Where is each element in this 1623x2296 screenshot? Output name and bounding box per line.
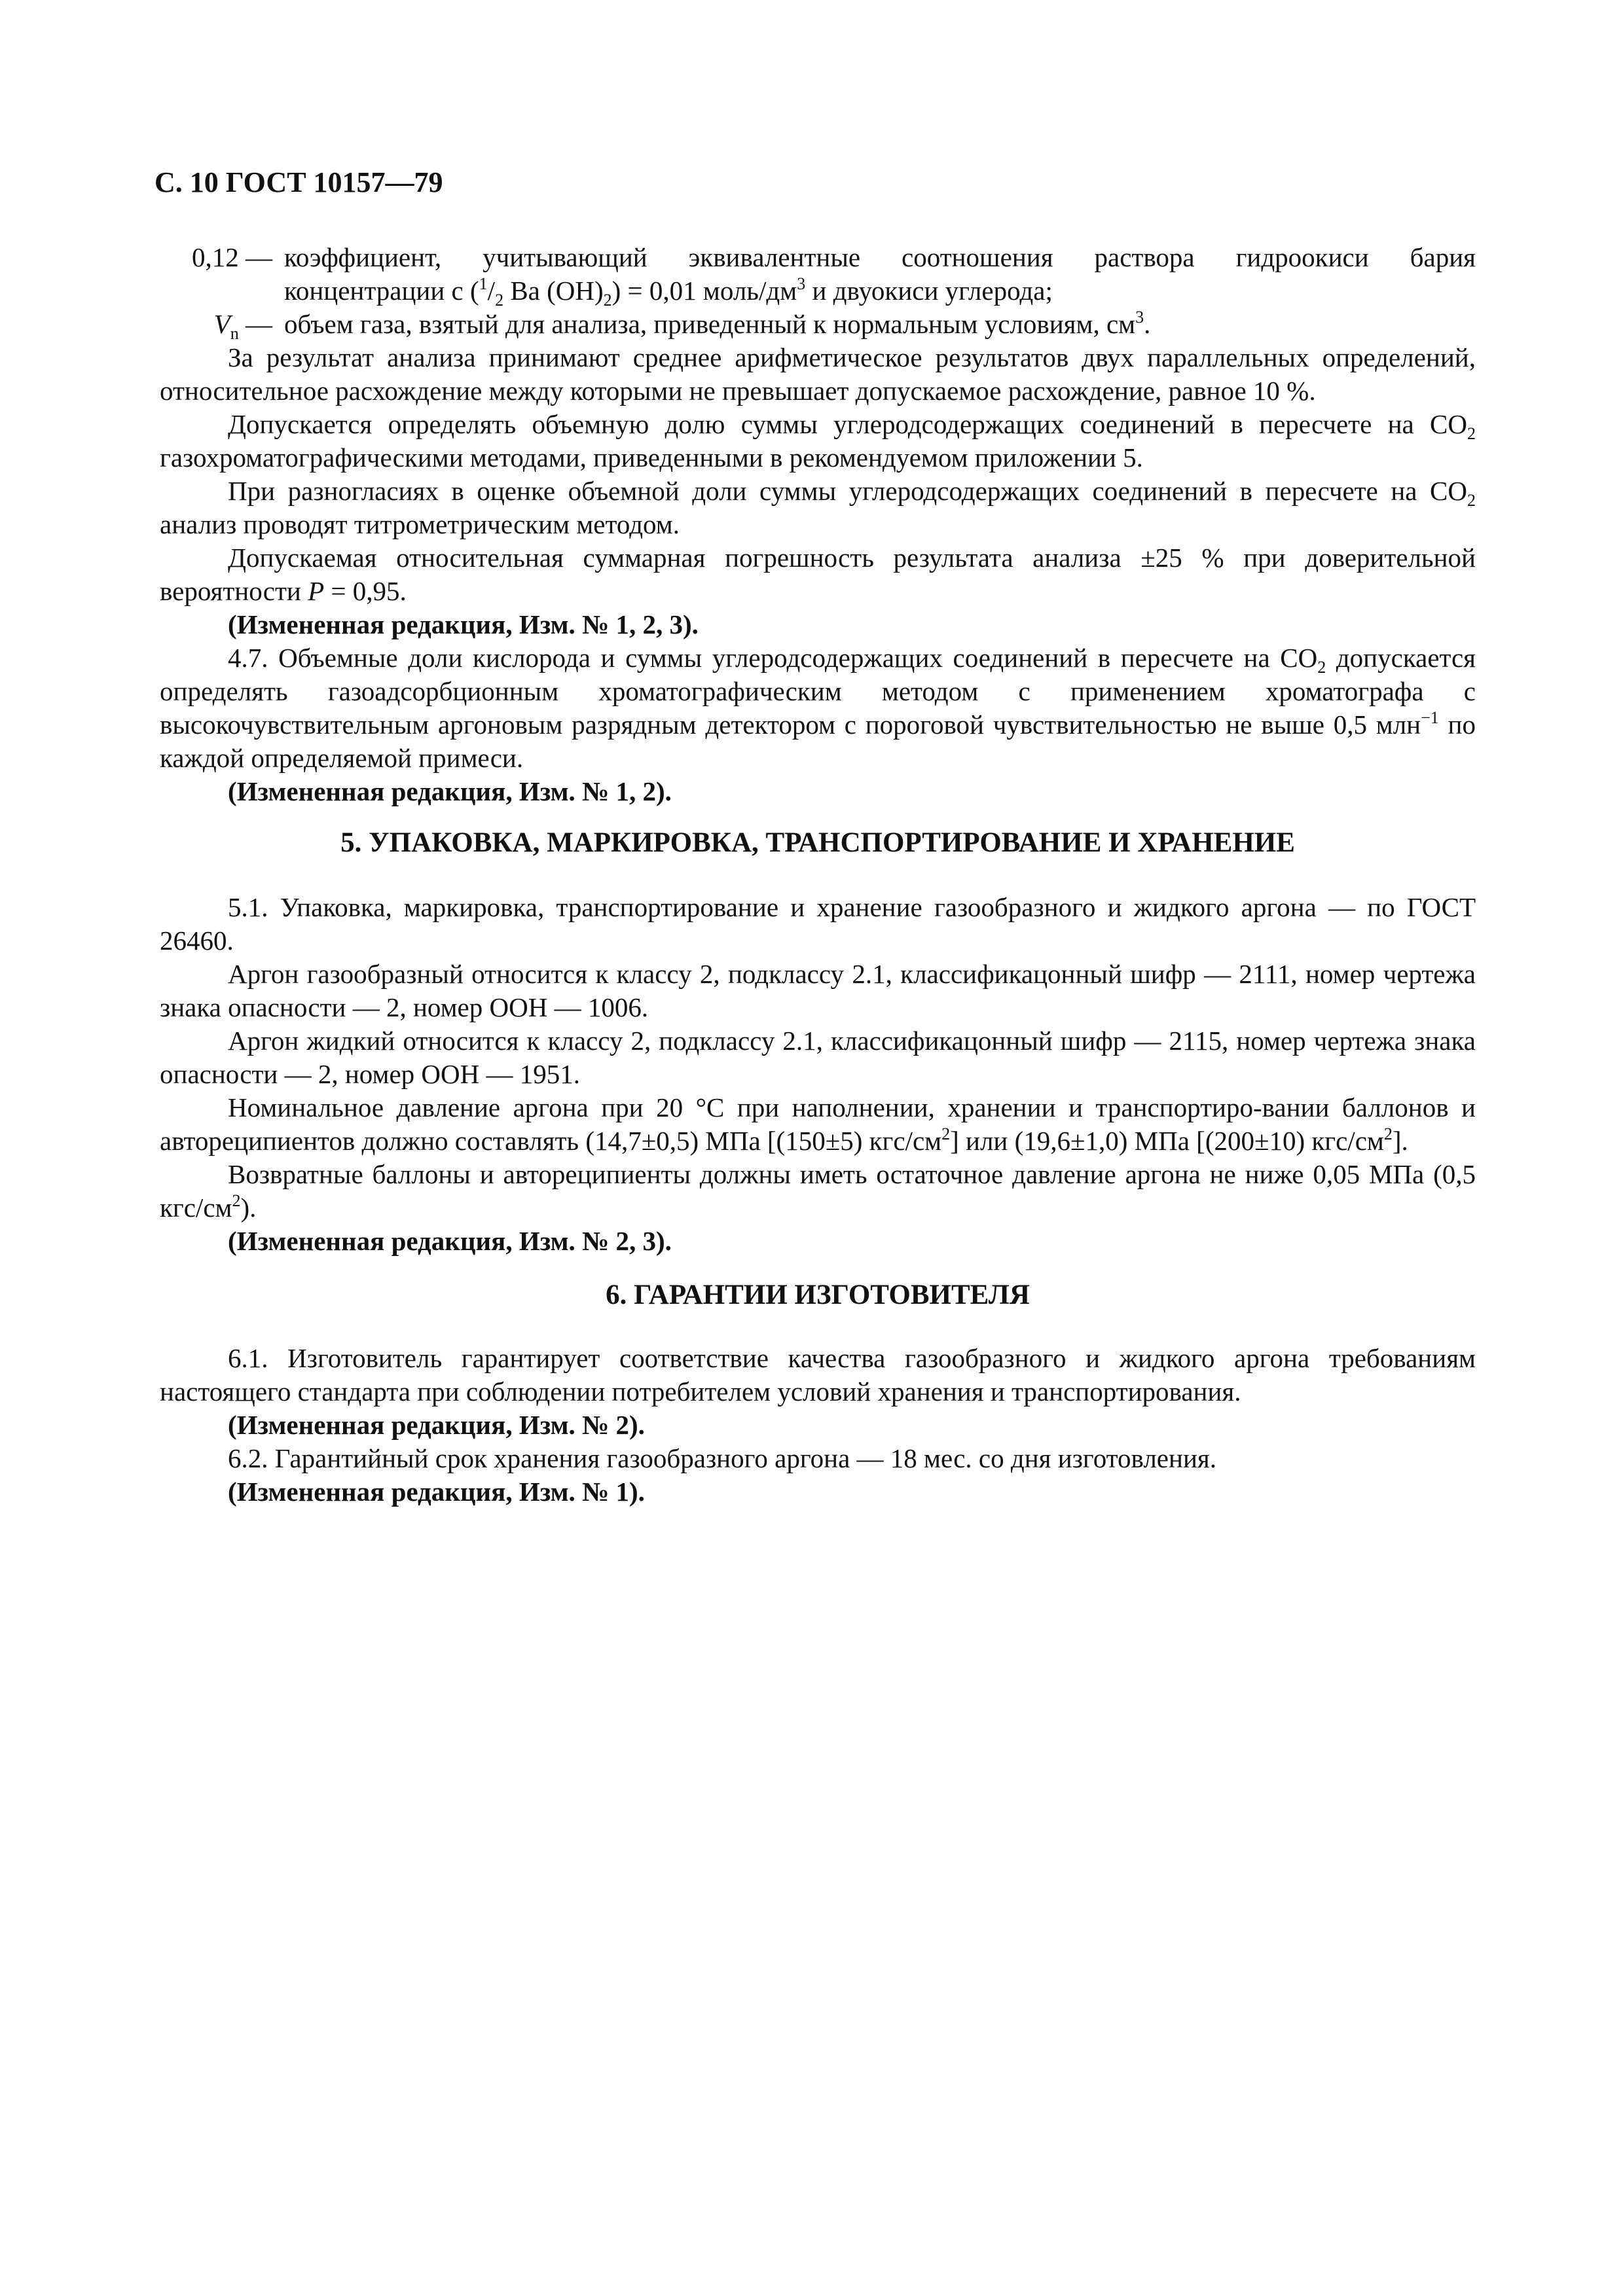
subscript: 2 [495,291,504,310]
text-run: Номинальное давление аргона при 20 °С при наполнении, хранении и транспортиро-вании баллонов и автореципиентов должно составлять (14,7±0,5) МПа [(150±5) кгс/см [160,1092,1476,1156]
text-run: ). [240,1193,257,1223]
definition-description [284,308,1476,341]
superscript: 2 [232,1191,241,1210]
superscript: −1 [1421,708,1439,727]
definition-description [284,241,1476,308]
definition-term [160,308,284,341]
superscript: 1 [479,274,488,293]
definition-coefficient [160,241,1476,308]
amendment-note: (Измененная редакция, Изм. № 1, 2). [228,776,672,806]
text-run: газохроматографическими методами, приведенными в рекомендуемом приложении 5. [160,442,1143,473]
superscript: 3 [1135,308,1144,327]
variable-p: Р [308,576,325,606]
definition-line-1: коэффициент, учитывающий эквивалентные соотношения раствора гидроокиси бария [284,242,1476,272]
page-header: С. 10 ГОСТ 10157—79 [155,166,443,198]
subscript: 2 [1467,424,1476,443]
text-run: Допускаемая относительная суммарная погрешность результата анализа ±25 % при доверительной вероятности [160,543,1476,606]
amendment-note: (Измененная редакция, Изм. № 2, 3). [228,1226,672,1256]
text-run: ] или (19,6±1,0) МПа [(200±10) кгс/см [950,1126,1384,1156]
subscript: 2 [1467,491,1476,510]
paragraph-6-1: 6.1. Изготовитель гарантирует соответствие качества газообразного и жидкого аргона требованиям настоящего стандарта при соблюдении потребителем условий хранения и транспортирования. [160,1343,1476,1407]
text-run: Ва (ОН) [503,276,604,306]
variable-v: V [213,309,230,339]
text-run: ]. [1392,1126,1408,1156]
text-run: допускается определять газоадсорбционным хроматографическим методом с применением хроматографа с высокочувствительным аргоновым разрядным детектором с пороговой чувствительностью не выше 0,5 млн [160,643,1476,740]
text-run: Возвратные баллоны и автореципиенты должны иметь остаточное давление аргона не ниже 0,05 МПа (0,5 кгс/см [160,1159,1476,1223]
text-run: = 0,95. [324,576,407,606]
text-run: концентрации с ( [284,276,479,306]
amendment-note: (Измененная редакция, Изм. № 1, 2, 3). [228,609,699,639]
section-5-title: 5. УПАКОВКА, МАРКИРОВКА, ТРАНСПОРТИРОВАНИЕ И ХРАНЕНИЕ [340,827,1295,858]
subscript: n [230,324,239,343]
paragraph-pressure [160,1091,1476,1158]
text-run: объем газа, взятый для анализа, приведенный к нормальным условиям, см [284,309,1136,339]
superscript: 2 [941,1124,951,1143]
text-run: анализ проводят титрометрическим методом. [160,509,680,539]
subscript: 2 [603,291,612,310]
paragraph-4-7 [160,641,1476,775]
text-run: — [238,309,272,339]
superscript: 2 [1383,1124,1393,1143]
definition-volume [160,308,1476,341]
text-run: ) = 0,01 моль/дм [611,276,797,306]
text-run: При разногласиях в оценке объемной доли суммы углеродсодержащих соединений в пересчете на СО [228,476,1467,506]
text-run: . [1144,309,1151,339]
paragraph-return-cylinders [160,1158,1476,1225]
paragraph-result: За результат анализа принимают среднее арифметическое результатов двух параллельных определений, относительное расхождение между которыми не превышает допускаемое расхождение, равное 10 %. [160,342,1476,406]
superscript: 3 [797,274,806,293]
text-run: 4.7. Объемные доли кислорода и суммы углеродсодержащих соединений в пересчете на СО [228,643,1318,673]
subscript: 2 [1317,658,1326,677]
text-run: Допускается определять объемную долю суммы углеродсодержащих соединений в пересчете на СО [228,409,1467,439]
paragraph-6-2: 6.2. Гарантийный срок хранения газообразного аргона — 18 мес. со дня изготовления. [228,1443,1216,1473]
paragraph-disagreement [160,475,1476,541]
document-body [160,241,1476,1509]
amendment-note: (Измененная редакция, Изм. № 2). [228,1410,645,1440]
definition-term: 0,12 — [192,242,272,272]
paragraph-chromatography [160,408,1476,475]
paragraph-argon-liquid: Аргон жидкий относится к классу 2, подклассу 2.1, классификацонный шифр — 2115, номер чертежа знака опасности — 2, номер ООН — 1951. [160,1026,1476,1089]
paragraph-5-1: 5.1. Упаковка, маркировка, транспортирование и хранение газообразного и жидкого аргона — по ГОСТ 26460. [160,892,1476,956]
text-run: по каждой определяемой примеси. [160,709,1476,773]
text-run: и двуокиси углерода; [805,276,1053,306]
paragraph-argon-gas: Аргон газообразный относится к классу 2, подклассу 2.1, классификацонный шифр — 2111, номер чертежа знака опасности — 2, номер ООН — 1006. [160,959,1476,1022]
section-6-title: 6. ГАРАНТИИ ИЗГОТОВИТЕЛЯ [606,1280,1030,1310]
text-run: / [487,276,496,306]
amendment-note: (Измененная редакция, Изм. № 1). [228,1477,645,1507]
definition-line-2 [284,274,1476,308]
paragraph-error [160,541,1476,608]
